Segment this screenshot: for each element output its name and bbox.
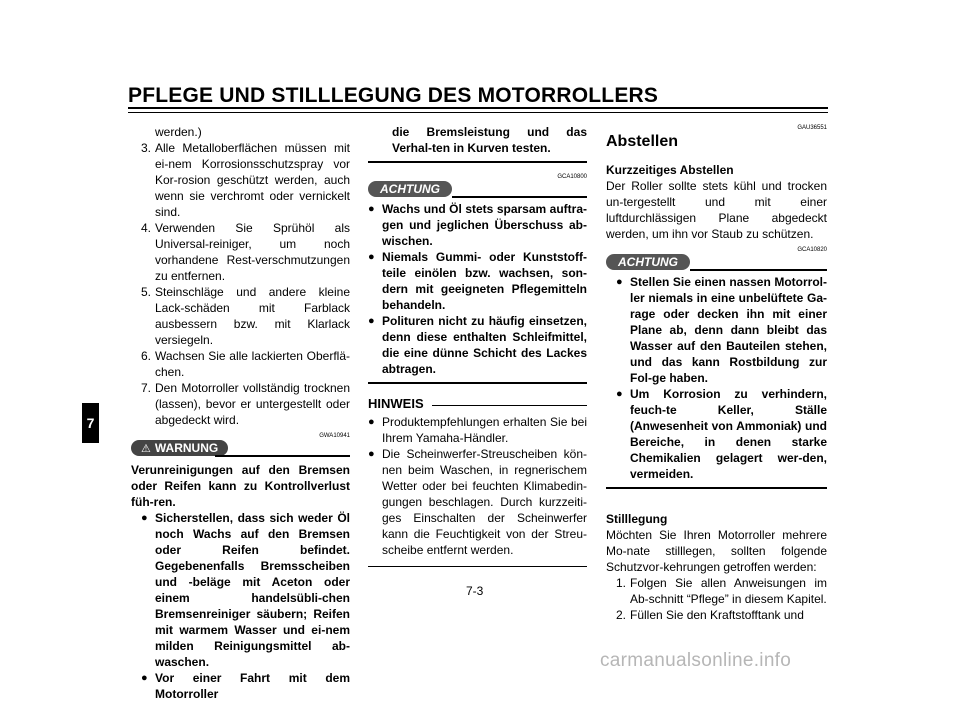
bullet-icon: ● [141,672,148,684]
continuation-text: die Bremsleistung und das Verhal-ten in Kurven testen. [392,125,587,155]
bullet-text: Wachs und Öl stets sparsam auftra-gen und jeglichen Überschuss ab-wischen. [382,202,587,248]
watermark: carmanualsonline.info [600,650,792,671]
achtung-bullets [368,201,587,377]
storage-steps-list [606,575,827,623]
chapter-tab: 7 [82,403,99,443]
step-text: Alle Metalloberflächen müssen mit ei-nem Korrosionsschutzspray vor Kor-rosion geschützt werden, auch wenn sie verchromt oder vernickelt sind. [155,141,350,219]
list-item [131,284,350,348]
list-item [368,201,587,249]
hinweis-label: HINWEIS [368,396,424,411]
step-number: 7. [141,381,152,395]
step-number: 2. [616,608,627,622]
header-rule-thin [128,112,828,113]
section-title: Abstellen [606,133,679,150]
continuation-text: werden.) [155,125,202,139]
bullet-icon: ● [368,203,375,215]
achtung-badge: ACHTUNG [368,181,452,197]
step-number: 3. [141,141,152,155]
list-item [368,414,587,446]
bullet-text: Niemals Gummi- oder Kunststoff-teile einölen bzw. wachsen, son-dern mit geeigneten Pflegemitteln behandeln. [382,250,587,312]
page-header-title: PFLEGE UND STILLLEGUNG DES MOTORROLLERS [128,84,659,107]
list-item [616,274,827,386]
list-item [131,220,350,284]
section-code: GAU36551 [797,125,827,131]
warning-label: WARNUNG [154,441,219,455]
step-number: 5. [141,285,152,299]
step-number: 1. [616,576,627,590]
warning-header [131,432,350,456]
header-rule [128,107,828,109]
list-item [368,313,587,377]
bullet-icon: ● [616,276,623,288]
bullet-icon: ● [368,448,375,460]
warning-badge [131,440,228,456]
list-item [616,386,827,482]
achtung-rule [690,269,827,271]
bullet-text: Produktempfehlungen erhalten Sie bei Ihrem Yamaha-Händler. [382,415,587,445]
bullet-icon: ● [368,251,375,263]
step-text: Den Motorroller vollständig trocknen (lassen), bevor er untergestellt oder abgedeckt wird. [155,381,350,427]
bullet-icon: ● [368,416,375,428]
care-steps-list [131,140,350,428]
list-item [141,670,350,702]
list-item [131,380,350,428]
bullet-text: Sicherstellen, dass sich weder Öl noch Wachs auf den Bremsen oder Reifen befindet. Gegebenenfalls Bremsscheiben und -beläge mit Aceton oder einem handelsübli-chen Bremsenreiniger säubern; Reifen mit warmem Wasser und ei-nem milden Reinigungsmittel ab-waschen. [155,511,350,669]
bullet-text: Polituren nicht zu häufig einsetzen, denn diese enthalten Schleifmittel, die eine dünne Schicht des Lackes abtragen. [382,314,587,376]
list-item [606,575,827,607]
step-text: Wachsen Sie alle lackierten Oberflä-chen. [155,349,350,379]
list-item [141,510,350,670]
storage-text: Möchten Sie Ihren Motorroller mehrere Mo-nate stilllegen, sollten folgende Schutzvor-kehrungen getroffen werden: [606,528,827,574]
step-number: 6. [141,349,152,363]
bullet-icon: ● [368,315,375,327]
step-number: 4. [141,221,152,235]
short-storage-heading: Kurzzeitiges Abstellen [606,163,734,177]
bullet-text: Die Scheinwerfer-Streuscheiben kön-nen beim Waschen, in regnerischem Wetter oder bei feuchten Klimabedin-gungen beschlagen. Durch kurzzeiti-ges Einschalten der Scheinwerfer kann die Feuchtigkeit von der Streu-scheibe entfernt werden. [382,447,587,557]
step-text: Steinschläge und andere kleine Lack-schäden mit Farblack ausbessern bzw. mit Klarlack versiegeln. [155,285,350,347]
list-item [368,249,587,313]
achtung-end-rule [606,487,827,489]
achtung-code: GCA10820 [797,247,827,253]
warning-end-rule [368,161,587,163]
bullet-icon: ● [141,512,148,524]
achtung-code: GCA10800 [557,174,587,180]
hinweis-header [368,396,587,412]
hinweis-end-rule [368,566,587,567]
warning-bullets [131,510,350,702]
warning-rule [215,455,350,457]
hinweis-bullets [368,414,587,558]
storage-heading: Stilllegung [606,512,668,526]
achtung-bullets [606,274,827,482]
list-item [606,607,827,623]
bullet-text: Vor einer Fahrt mit dem Motorroller [155,671,350,701]
achtung-badge: ACHTUNG [606,254,690,270]
achtung-header [368,173,587,197]
step-text: Füllen Sie den Kraftstofftank und [630,608,804,622]
achtung-header [606,246,827,270]
achtung-rule [452,196,587,198]
column-right [606,124,827,623]
column-middle [368,124,587,567]
step-text: Verwenden Sie Sprühöl als Universal-reiniger, um noch vorhandene Rest-verschmutzungen zu entfernen. [155,221,350,283]
warning-intro: Verunreinigungen auf den Bremsen oder Reifen kann zu Kontrollverlust füh-ren. [131,463,350,509]
list-item [368,446,587,558]
page-number: 7-3 [466,584,484,598]
bullet-text: Stellen Sie einen nassen Motorrol-ler niemals in eine unbelüftete Ga-rage oder decken ihn mit einer Plane ab, denn dann bleibt das Wasser auf den Bauteilen stehen, und das kann Rostbildung zur Fol-ge haben. [630,275,827,385]
bullet-icon: ● [616,388,623,400]
list-item [131,140,350,220]
warning-triangle-icon: ⚠ [141,443,151,455]
short-storage-text: Der Roller sollte stets kühl und trocken un-tergestellt und mit einer luftdurchlässigen Plane abgedeckt werden, um ihn vor Staub zu schützen. [606,179,827,241]
column-left [131,124,350,702]
list-item [131,348,350,380]
achtung-end-rule [368,382,587,384]
step-text: Folgen Sie allen Anweisungen im Ab-schnitt “Pflege” in diesem Kapitel. [630,576,827,606]
bullet-text: Um Korrosion zu verhindern, feuch-te Keller, Ställe (Anwesenheit von Ammoniak) und Bereiche, in denen starke Chemikalien gelagert wer-den, vermeiden. [630,387,827,481]
hinweis-rule [432,405,587,406]
warning-code: GWA10941 [319,433,350,439]
